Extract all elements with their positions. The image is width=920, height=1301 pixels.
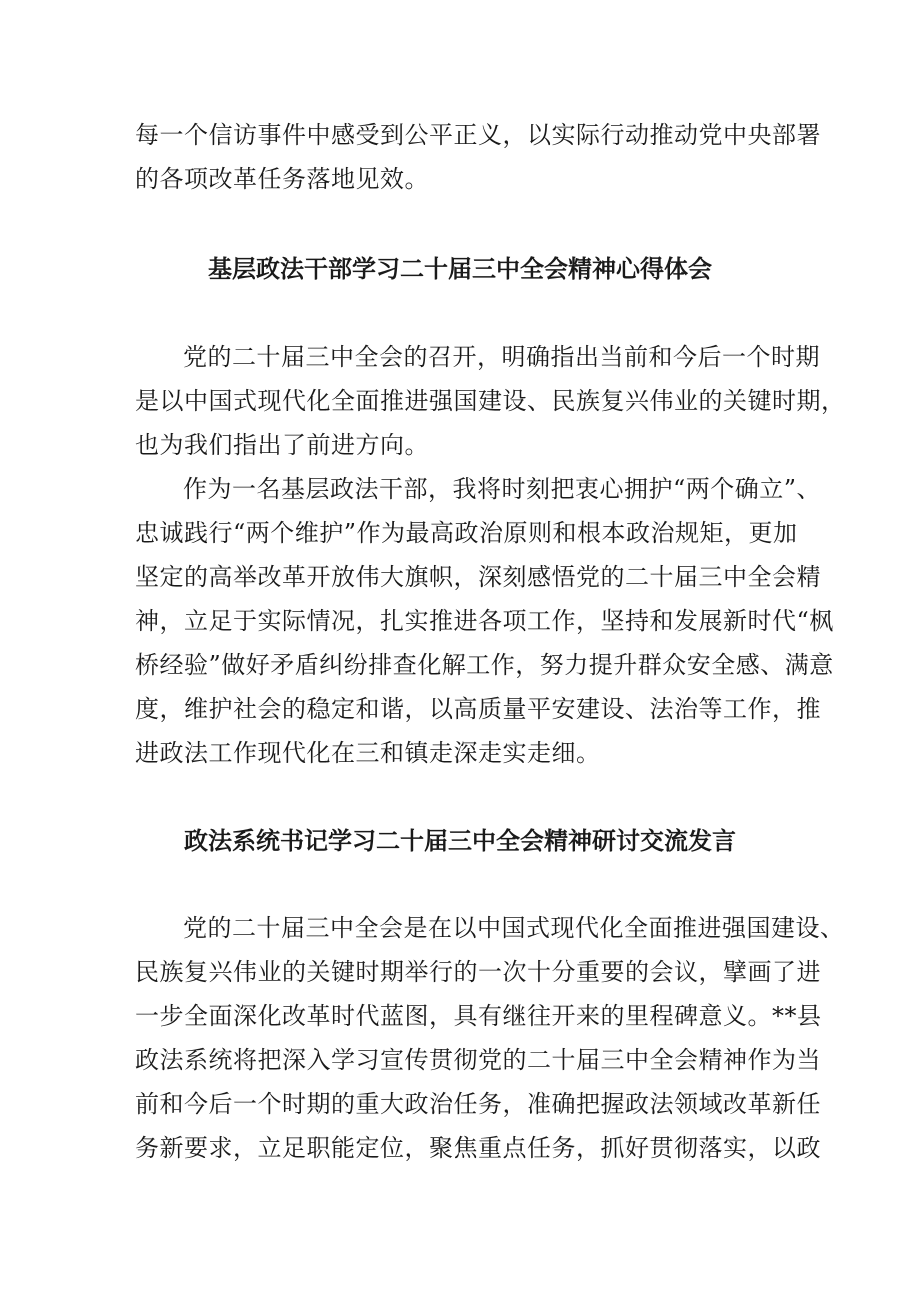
paragraph-line: 一步全面深化改革时代蓝图，具有继往开来的里程碑意义。**县 (135, 1002, 822, 1030)
paragraph-line: 党的二十届三中全会是在以中国式现代化全面推进强国建设、 (183, 914, 845, 942)
paragraph-line: 桥经验”做好矛盾纠纷排查化解工作，努力提升群众安全感、满意 (135, 651, 834, 679)
paragraph-line: 神，立足于实际情况，扎实推进各项工作，坚持和发展新时代“枫 (135, 607, 834, 635)
paragraph-line: 政法系统将把深入学习宣传贯彻党的二十届三中全会精神作为当 (135, 1046, 821, 1074)
paragraph-line: 前和今后一个时期的重大政治任务，准确把握政法领域改革新任 (135, 1090, 821, 1118)
paragraph-line: 忠诚践行“两个维护”作为最高政治原则和根本政治规矩，更加 (135, 519, 798, 547)
intro-line: 每一个信访事件中感受到公平正义，以实际行动推动党中央部署 (135, 121, 821, 149)
paragraph-line: 务新要求，立足职能定位，聚焦重点任务，抓好贯彻落实，以政 (135, 1134, 821, 1162)
paragraph-line: 党的二十届三中全会的召开，明确指出当前和今后一个时期 (183, 343, 820, 371)
paragraph-line: 也为我们指出了前进方向。 (135, 431, 429, 459)
section-heading: 政法系统书记学习二十届三中全会精神研讨交流发言 (184, 827, 736, 855)
section-heading: 基层政法干部学习二十届三中全会精神心得体会 (208, 255, 712, 283)
paragraph-line: 民族复兴伟业的关键时期举行的一次十分重要的会议，擘画了进 (135, 958, 821, 986)
paragraph-line: 度，维护社会的稳定和谐，以高质量平安建设、法治等工作，推 (135, 695, 821, 723)
paragraph-line: 是以中国式现代化全面推进强国建设、民族复兴伟业的关键时期， (135, 387, 846, 415)
intro-line: 的各项改革任务落地见效。 (135, 165, 429, 193)
paragraph-line: 坚定的高举改革开放伟大旗帜，深刻感悟党的二十届三中全会精 (135, 563, 821, 591)
paragraph-line: 进政法工作现代化在三和镇走深走实走细。 (135, 739, 601, 767)
paragraph-line: 作为一名基层政法干部，我将时刻把衷心拥护“两个确立”、 (183, 475, 822, 503)
